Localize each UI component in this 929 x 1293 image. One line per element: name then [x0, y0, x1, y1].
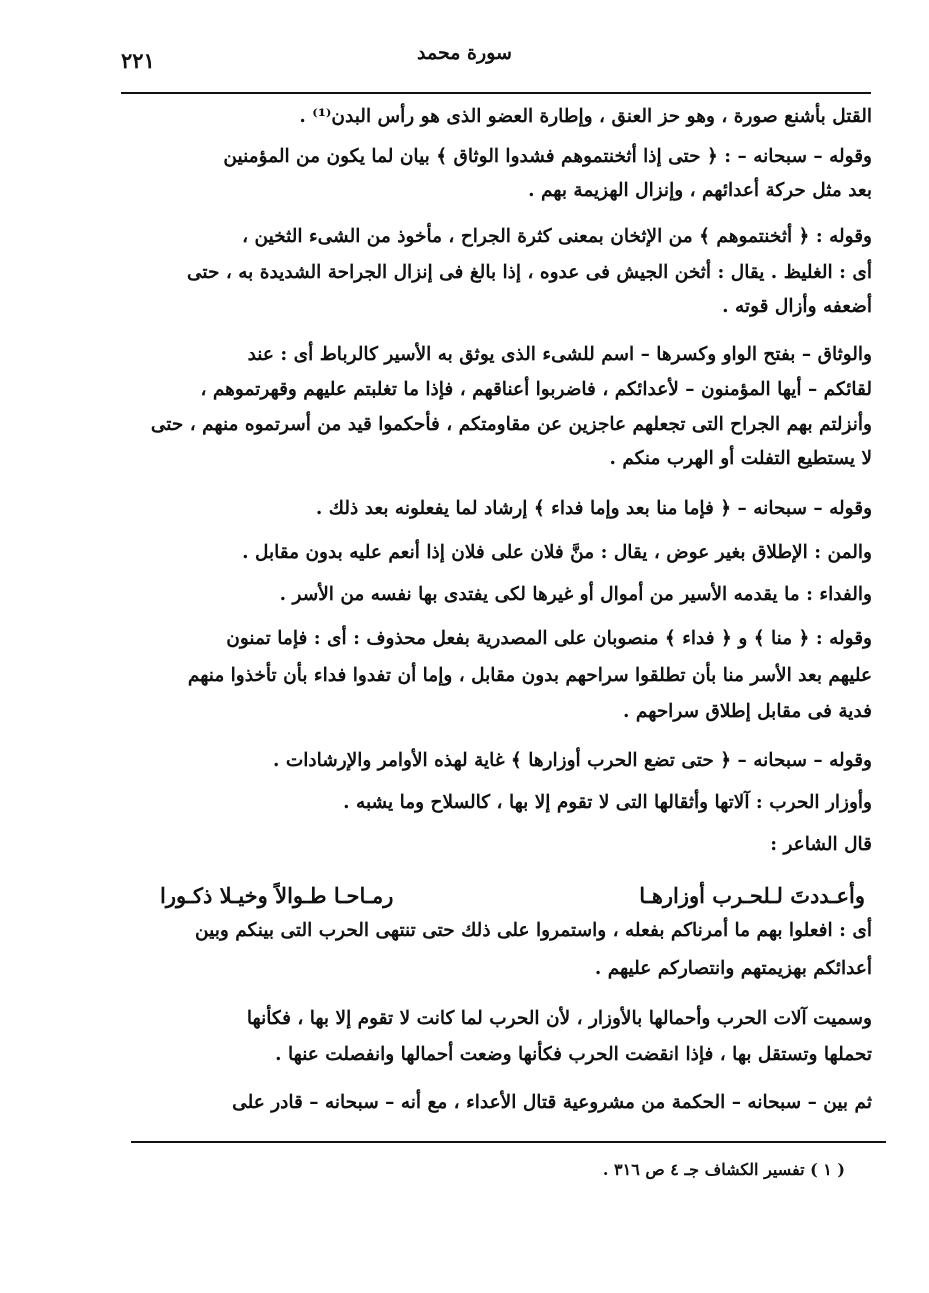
- text-line: وسميت آلات الحرب وأحمالها بالأوزار ، لأن الحرب لما كانت لا تقوم إلا بها ، فكأنها: [246, 1008, 872, 1029]
- footnote-rule: [131, 1141, 886, 1143]
- verse-right-hemistich: وأعـددتَ لـلحـرب أوزارهـا: [639, 883, 865, 908]
- header-rule: [121, 92, 871, 94]
- text-line: أى : الغليظ . يقال : أثخن الجيش فى عدوه ، إذا بالغ فى إنزال الجراحة الشديدة به ، حتى: [186, 262, 872, 283]
- text-line: لا يستطيع التفلت أو الهرب منكم .: [609, 448, 872, 469]
- text-line: وقوله : ﴿ منا ﴾ و ﴿ فداء ﴾ منصوبان على المصدرية بفعل محذوف : أى : فإما تمنون: [226, 628, 872, 649]
- text-line: وقوله – سبحانه – ﴿ فإما منا بعد وإما فداء ﴾ إرشاد لما يفعلونه بعد ذلك .: [315, 498, 872, 519]
- footnote: ( ١ ) تفسير الكشاف جـ ٤ ص ٣١٦ .: [602, 1160, 845, 1179]
- text-line: ثم بين – سبحانه – الحكمة من مشروعية قتال الأعداء ، مع أنه – سبحانه – قادر على: [232, 1092, 872, 1113]
- text-line: قال الشاعر :: [770, 834, 872, 855]
- text-line: عليهم بعد الأسر منا بأن تطلقوا سراحهم بدون مقابل ، وإما أن تفدوا فداء بأن تأخذوا منهم: [187, 665, 872, 686]
- text-line: أى : افعلوا بهم ما أمرناكم بفعله ، واستمروا على ذلك حتى تنتهى الحرب التى بينكم وبين: [195, 920, 872, 941]
- verse-left-hemistich: رمـاحـا طـوالاً وخيـلا ذكـورا: [160, 883, 394, 908]
- text-line: أضعفه وأزال قوته .: [722, 296, 872, 317]
- surah-title: سورة محمد: [417, 42, 512, 64]
- text-line: فدية فى مقابل إطلاق سراحهم .: [623, 701, 872, 722]
- text-line: بعد مثل حركة أعدائهم ، وإنزال الهزيمة بهم .: [528, 180, 872, 201]
- text-line: والفداء : ما يقدمه الأسير من أموال أو غيرها لكى يفتدى بها نفسه من الأسر .: [279, 584, 872, 605]
- text-line: وقوله : ﴿ أثخنتموهم ﴾ من الإثخان بمعنى كثرة الجراح ، مأخوذ من الشىء الثخين ،: [242, 226, 872, 247]
- text-line: تحملها وتستقل بها ، فإذا انقضت الحرب فكأنها وضعت أحمالها وانفصلت عنها .: [275, 1044, 872, 1065]
- text-line: وأوزار الحرب : آلاتها وأثقالها التى لا تقوم إلا بها ، كالسلاح وما يشبه .: [343, 792, 872, 813]
- page-number: ٢٢١: [121, 48, 155, 73]
- text-line: أعدائكم بهزيمتهم وانتصاركم عليهم .: [594, 958, 872, 979]
- text-line: وأنزلتم بهم الجراح التى تجعلهم عاجزين عن مقاومتكم ، فأحكموا قيد من أسرتموه منهم ، حتى: [150, 414, 872, 435]
- text-line: والوثاق – بفتح الواو وكسرها – اسم للشىء الذى يوثق به الأسير كالرباط أى : عند: [247, 344, 872, 365]
- text-line: والمن : الإطلاق بغير عوض ، يقال : منَّ فلان على فلان إذا أنعم عليه بدون مقابل .: [242, 542, 872, 563]
- text-line: لقائكم – أيها المؤمنون – لأعدائكم ، فاضربوا أعناقهم ، فإذا ما تغلبتم عليهم وقهرتموهم ،: [200, 379, 872, 400]
- text-line: وقوله – سبحانه – ﴿ حتى تضع الحرب أوزارها ﴾ غاية لهذه الأوامر والإرشادات .: [272, 750, 872, 771]
- text-line: وقوله – سبحانه – : ﴿ حتى إذا أثخنتموهم فشدوا الوثاق ﴾ بيان لما يكون من المؤمنين: [223, 146, 872, 167]
- text-line: القتل بأشنع صورة ، وهو حز العنق ، وإطارة العضو الذى هو رأس البدن⁽¹⁾ .: [299, 106, 872, 127]
